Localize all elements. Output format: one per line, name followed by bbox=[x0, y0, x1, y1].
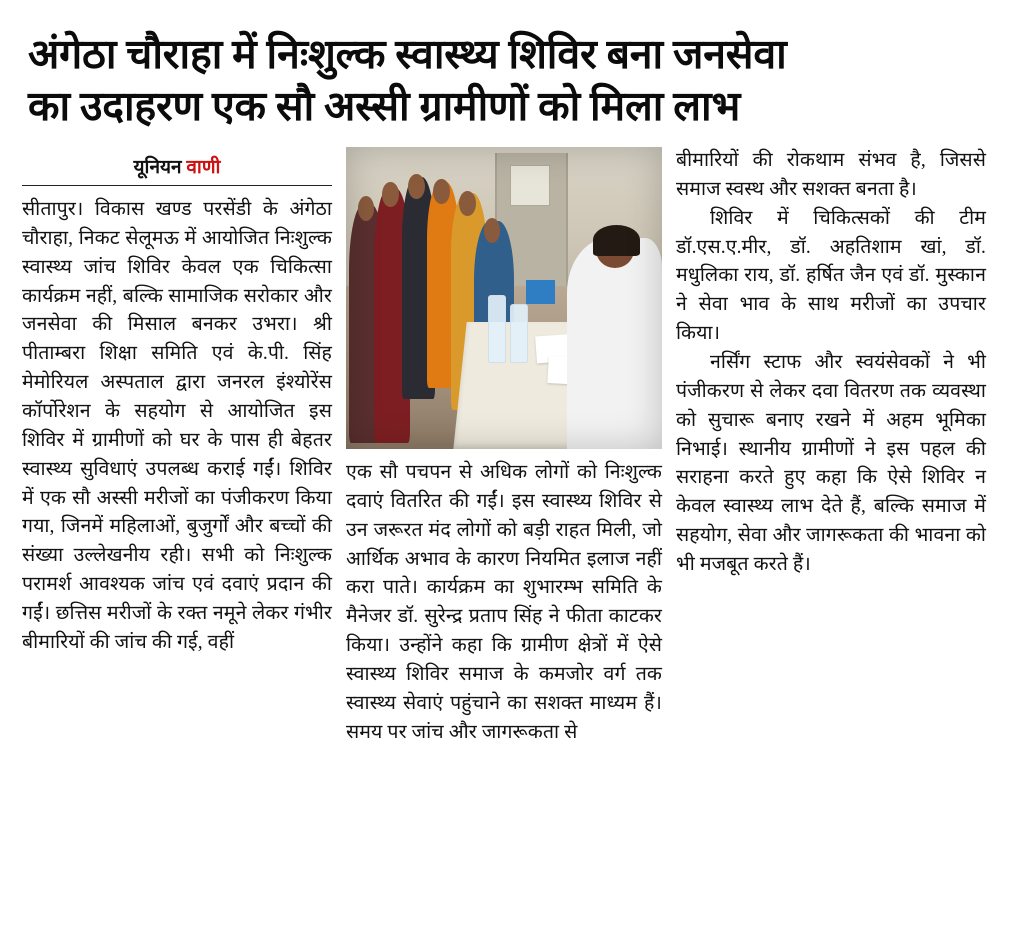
byline-divider bbox=[22, 185, 332, 186]
column-middle bbox=[346, 147, 662, 748]
photo-vignette bbox=[346, 147, 662, 449]
column-left bbox=[22, 147, 332, 658]
byline-prefix: यूनियन bbox=[133, 156, 182, 178]
paragraph-right-1: बीमारियों की रोकथाम संभव है, जिससे समाज स्वस्थ और सशक्त बनता है। bbox=[676, 149, 986, 200]
paragraph-middle-1: एक सौ पचपन से अधिक लोगों को निःशुल्क दवाएं वितरित की गईं। इस स्वास्थ्य शिविर से उन जरूरत मंद लोगों को बड़ी राहत मिली, जो आर्थिक अभाव के कारण नियमित इलाज नहीं करा पाते। कार्यक्रम का शुभारम्भ समिति के मैनेजर डॉ. सुरेन्द्र प्रताप सिंह ने फीता काटकर किया। उन्होंने कहा कि ग्रामीण क्षेत्रों में ऐसे स्वास्थ्य शिविर समाज के कमजोर वर्ग तक स्वास्थ्य सेवाएं पहुंचाने का सशक्त माध्यम हैं। समय पर जांच और जागरूकता से bbox=[346, 461, 662, 743]
byline-brand: वाणी bbox=[186, 156, 221, 178]
paragraph-right-3: नर्सिंग स्टाफ और स्वयंसेवकों ने भी पंजीकरण से लेकर दवा वितरण तक व्यवस्था को सुचारू बनाए रखने में अहम भूमिका निभाई। स्थानीय ग्रामीणों ने इस पहल की सराहना करते हुए कहा कि ऐसे शिविर न केवल स्वास्थ्य लाभ देते हैं, बल्कि समाज में सहयोग, सेवा और जागरूकता की भावना को भी मजबूत करते हैं। bbox=[676, 351, 986, 575]
headline-line-2: का उदाहरण एक सौ अस्सी ग्रामीणों को मिला लाभ bbox=[28, 83, 741, 130]
article-columns bbox=[22, 147, 990, 748]
headline-line-1: अंगेठा चौराहा में निःशुल्क स्वास्थ्य शिविर बना जनसेवा bbox=[28, 31, 787, 77]
health-camp-photo bbox=[346, 147, 662, 449]
byline bbox=[22, 153, 332, 179]
page-title bbox=[28, 28, 984, 133]
paragraph-right-2: शिविर में चिकित्सकों की टीम डॉ.एस.ए.मीर, डॉ. अहतिशाम खां, डॉ. मधुलिका राय, डॉ. हर्षित जैन एवं डॉ. मुस्कान ने सेवा भाव के साथ मरीजों का उपचार किया। bbox=[676, 207, 986, 345]
column-right bbox=[676, 147, 986, 580]
paragraph-left-1: सीतापुर। विकास खण्ड परसेंडी के अंगेठा चौराहा, निकट सेलूमऊ में आयोजित निःशुल्क स्वास्थ्य जांच शिविर केवल एक चिकित्सा कार्यक्रम नहीं, बल्कि सामाजिक सरोकार और जनसेवा की मिसाल बनकर उभरा। श्री पीताम्बरा शिक्षा समिति एवं के.पी. सिंह मेमोरियल अस्पताल द्वारा जनरल इंश्योरेंस कॉर्पोरेशन के सहयोग से आयोजित इस शिविर में ग्रामीणों को घर के पास ही बेहतर स्वास्थ्य सुविधाएं उपलब्ध कराई गईं। शिविर में एक सौ अस्सी मरीजों का पंजीकरण किया गया, जिनमें महिलाओं, बुजुर्गों और बच्चों की संख्या उल्लेखनीय रही। सभी को निःशुल्क परामर्श आवश्यक जांच एवं दवाएं प्रदान की गईं। छत्तिस मरीजों के रक्त नमूने लेकर गंभीर बीमारियों की जांच की गई, वहीं bbox=[22, 198, 332, 653]
